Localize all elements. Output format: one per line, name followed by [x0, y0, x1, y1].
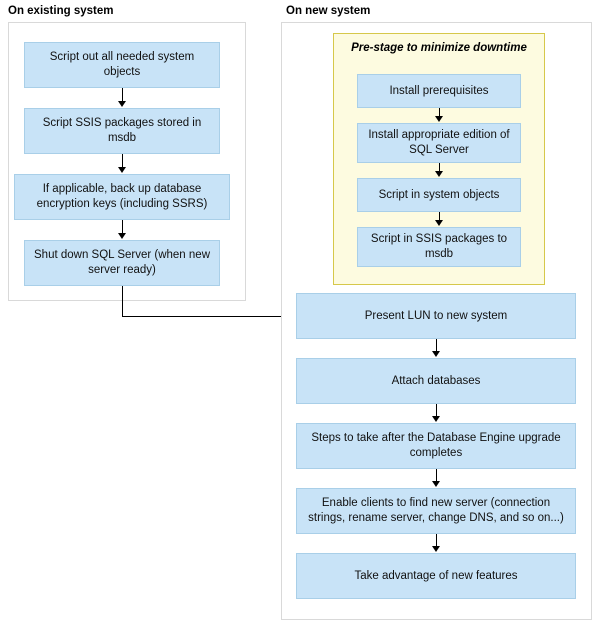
- arrow-head: [432, 546, 440, 552]
- node-label: Install prerequisites: [389, 84, 489, 97]
- group-pre-stage-label: Pre-stage to minimize downtime: [351, 42, 527, 54]
- node-enable-clients-find-server: [296, 488, 576, 534]
- arrow-head: [435, 171, 443, 177]
- node-shut-down-sql-server: [24, 240, 220, 286]
- arrow-head: [432, 481, 440, 487]
- node-install-sql-server-edition: [357, 123, 521, 163]
- node-label: Attach databases: [391, 374, 481, 387]
- node-label: Script in system objects: [378, 188, 500, 201]
- node-take-advantage-new-features: [296, 553, 576, 599]
- node-label: Present LUN to new system: [364, 309, 508, 322]
- arrow-head: [435, 220, 443, 226]
- panel-title-existing-system: On existing system: [8, 5, 114, 17]
- node-install-prerequisites: [357, 74, 521, 108]
- node-label: Script SSIS packages stored in msdb: [42, 117, 202, 144]
- node-script-out-system-objects: [24, 42, 220, 88]
- arrow-head: [118, 233, 126, 239]
- arrow-head: [432, 416, 440, 422]
- node-label: Steps to take after the Database Engine upgrade completes: [311, 432, 561, 459]
- node-label: Script in SSIS packages to msdb: [370, 233, 508, 260]
- arrow-head: [435, 116, 443, 122]
- connector-horizontal: [122, 316, 286, 317]
- node-script-in-system-objects: [357, 178, 521, 212]
- node-script-in-ssis-packages: [357, 227, 521, 267]
- node-label: Script out all needed system objects: [49, 51, 195, 78]
- node-label: Install appropriate edition of SQL Server: [368, 129, 510, 156]
- node-present-lun: [296, 293, 576, 339]
- arrow-line: [122, 220, 123, 234]
- node-post-upgrade-steps: [296, 423, 576, 469]
- panel-title-new-system: On new system: [286, 5, 371, 17]
- arrow-head: [432, 351, 440, 357]
- node-label: Shut down SQL Server (when new server ready): [34, 249, 210, 276]
- connector-vertical: [122, 286, 123, 316]
- node-label: Enable clients to find new server (connection strings, rename server, change DNS, and so on...): [308, 497, 564, 524]
- arrow-head: [118, 167, 126, 173]
- arrow-line: [122, 154, 123, 168]
- node-script-ssis-packages: [24, 108, 220, 154]
- node-attach-databases: [296, 358, 576, 404]
- arrow-head: [118, 101, 126, 107]
- node-label: Take advantage of new features: [354, 569, 518, 582]
- node-backup-encryption-keys: [14, 174, 230, 220]
- node-label: If applicable, back up database encryption keys (including SSRS): [36, 183, 208, 210]
- arrow-line: [122, 88, 123, 102]
